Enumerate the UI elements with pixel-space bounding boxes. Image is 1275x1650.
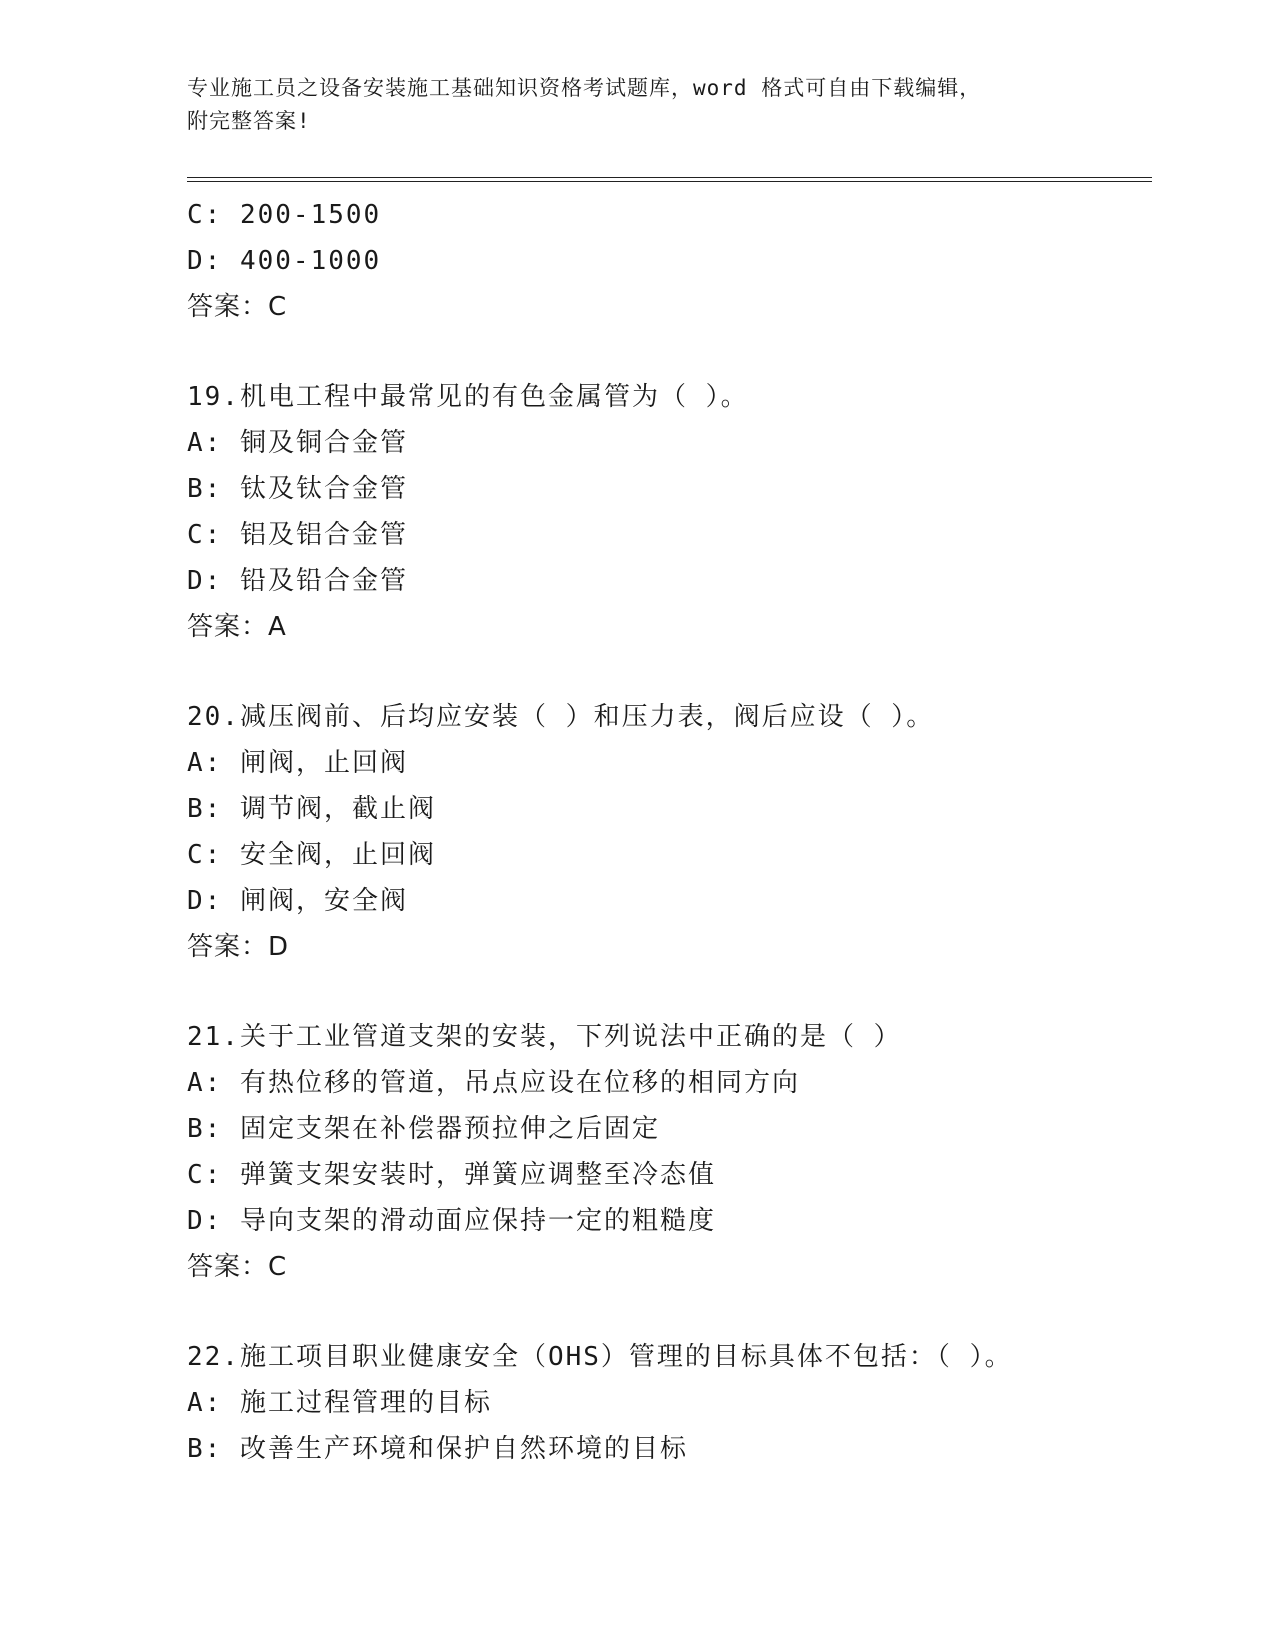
option-line: B: 钛及钛合金管 xyxy=(187,474,408,504)
option-line: A: 有热位移的管道，吊点应设在位移的相同方向 xyxy=(187,1068,800,1098)
option-line: A: 铜及铜合金管 xyxy=(187,428,408,458)
option-line: D: 导向支架的滑动面应保持一定的粗糙度 xyxy=(187,1206,716,1236)
question-stem: 22.施工项目职业健康安全（OHS）管理的目标具体不包括：（ ）。 xyxy=(187,1342,1013,1372)
question-stem: 21.关于工业管道支架的安装，下列说法中正确的是（ ） xyxy=(187,1022,902,1052)
spacer xyxy=(187,330,1152,374)
header-line-2: 附完整答案! xyxy=(187,109,311,133)
option-line: B: 调节阀，截止阀 xyxy=(187,794,436,824)
option-line: D: 铅及铅合金管 xyxy=(187,566,408,596)
header-divider xyxy=(187,177,1152,182)
spacer xyxy=(187,650,1152,694)
option-line: A: 施工过程管理的目标 xyxy=(187,1388,492,1418)
option-line: C: 200-1500 xyxy=(187,200,382,230)
question-list xyxy=(187,192,1152,1472)
option-line: D: 400-1000 xyxy=(187,246,382,276)
answer-line: 答案：C xyxy=(187,292,288,322)
option-line: C: 铝及铝合金管 xyxy=(187,520,408,550)
answer-line: 答案：C xyxy=(187,1252,288,1282)
answer-line: 答案：A xyxy=(187,612,287,642)
option-line: A: 闸阀，止回阀 xyxy=(187,748,408,778)
question-block-19 xyxy=(187,374,1152,650)
question-block-21 xyxy=(187,1014,1152,1290)
question-block-22 xyxy=(187,1334,1152,1472)
option-line: D: 闸阀，安全阀 xyxy=(187,886,408,916)
option-line: C: 弹簧支架安装时，弹簧应调整至冷态值 xyxy=(187,1160,716,1190)
spacer xyxy=(187,1290,1152,1334)
page-header xyxy=(187,72,1087,138)
question-block-20 xyxy=(187,694,1152,970)
partial-question-block xyxy=(187,192,1152,330)
option-line: C: 安全阀，止回阀 xyxy=(187,840,436,870)
answer-line: 答案：D xyxy=(187,932,290,962)
question-stem: 20.减压阀前、后均应安装（ ）和压力表，阀后应设（ ）。 xyxy=(187,702,935,732)
option-line: B: 固定支架在补偿器预拉伸之后固定 xyxy=(187,1114,660,1144)
option-line: B: 改善生产环境和保护自然环境的目标 xyxy=(187,1434,688,1464)
spacer xyxy=(187,970,1152,1014)
question-stem: 19.机电工程中最常见的有色金属管为（ ）。 xyxy=(187,382,749,412)
header-line-1: 专业施工员之设备安装施工基础知识资格考试题库，word 格式可自由下载编辑， xyxy=(187,76,982,100)
